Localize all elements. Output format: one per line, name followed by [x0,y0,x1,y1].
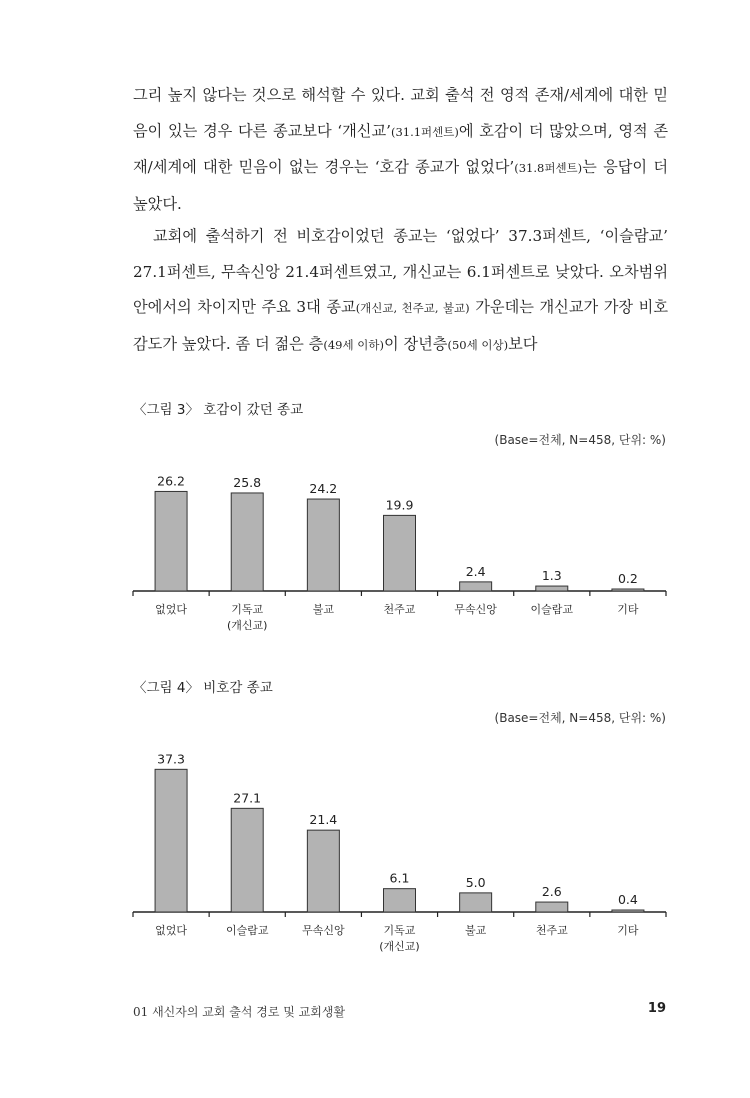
text-segment: 가운데는 개신교가 가장 비호감도가 높았다. 좀 더 젊은 층 [133,298,669,353]
text-segment: 보다 [508,334,538,353]
category-tick-label: 천주교 [535,924,568,937]
category-tick-label: (개신교) [379,940,420,953]
bar-value-label: 0.4 [617,892,638,907]
bar [307,830,339,912]
running-footer-chapter: 01 새신자의 교회 출석 경로 및 교회생활 [133,1005,346,1019]
bar-value-label: 2.4 [465,563,486,579]
bar [155,491,187,591]
figure-3-caption: 〈그림 3〉 호감이 갔던 종교 [133,402,304,418]
bar [155,769,187,912]
bar [460,893,492,912]
inline-note: (31.1퍼센트) [390,124,459,139]
category-tick-label: 기독교 [383,924,416,937]
category-tick-label: 기독교 [231,603,264,616]
text-segment: 교회에 출석하기 전 비호감이었던 종교는 ‘없었다’ 37.3퍼센트, ‘이슬람교’ 27.1퍼센트, 무속신앙 21.4퍼센트였고, 개신교는 6.1퍼센트로 낮았다. 오차범위 안에서의 차이지만 주요 3대 종교 [133,227,668,316]
category-tick-label: (개신교) [226,619,268,632]
category-tick-label: 없었다 [155,603,188,616]
bar [612,910,644,912]
bar [536,586,568,591]
category-tick-label: 무속신앙 [454,603,497,616]
inline-note: (31.8퍼센트) [514,161,583,175]
category-tick-label: 이슬람교 [225,924,269,937]
category-tick-label: 천주교 [383,603,416,616]
text-segment: 에 호감이 더 많았으며, 영적 존재/세계에 대한 믿음이 없는 경우는 ‘호감 종교가 없었다’ [133,121,668,176]
category-tick-label: 무속신앙 [302,924,345,937]
bar [384,889,416,912]
text-segment: 그리 높지 않다는 것으로 해석할 수 있다. 교회 출석 전 영적 존재/세계에 대한 믿음이 있는 경우 다른 종교보다 ‘개신교’ [133,86,668,140]
text-segment: 는 응답이 더 높았다. [133,158,668,213]
text-segment: 이 장년층 [383,334,448,353]
bar [612,589,644,591]
figure-3-base-note: (Base=전체, N=458, 단위: %) [494,433,666,447]
bar-value-label: 6.1 [389,870,410,886]
bar-value-label: 24.2 [309,481,338,497]
inline-note: (개신교, 천주교, 불교) [355,301,470,315]
body-paragraph-2 [133,219,668,363]
category-tick-label: 불교 [465,924,487,937]
figure-4-base-note: (Base=전체, N=458, 단위: %) [494,711,666,725]
page-number: 19 [647,1001,666,1016]
bar [536,902,568,912]
category-tick-label: 기타 [617,603,639,616]
bar-value-label: 0.2 [617,571,638,586]
bar [307,499,339,591]
bar-value-label: 27.1 [233,790,262,806]
bar [231,493,263,591]
bar-value-label: 5.0 [465,874,486,890]
inline-note: (49세 이하) [323,337,384,352]
bar-value-label: 19.9 [385,497,414,513]
figure-4-bar-chart [0,740,750,960]
figure-3-bar-chart [0,460,750,640]
category-tick-label: 이슬람교 [530,603,574,616]
figure-4-caption: 〈그림 4〉 비호감 종교 [133,680,273,696]
bar [231,808,263,912]
bar-value-label: 37.3 [157,751,185,767]
body-paragraph-1 [133,78,668,222]
bar-value-label: 1.3 [541,568,562,584]
bar-value-label: 21.4 [309,812,338,828]
bar-value-label: 2.6 [541,884,562,900]
bar [460,582,492,591]
bar [384,515,416,591]
inline-note: (50세 이상) [447,337,509,352]
bar-value-label: 26.2 [157,473,185,489]
category-tick-label: 기타 [617,924,639,937]
bar-value-label: 25.8 [233,474,262,490]
category-tick-label: 없었다 [155,924,188,937]
category-tick-label: 불교 [312,603,334,616]
